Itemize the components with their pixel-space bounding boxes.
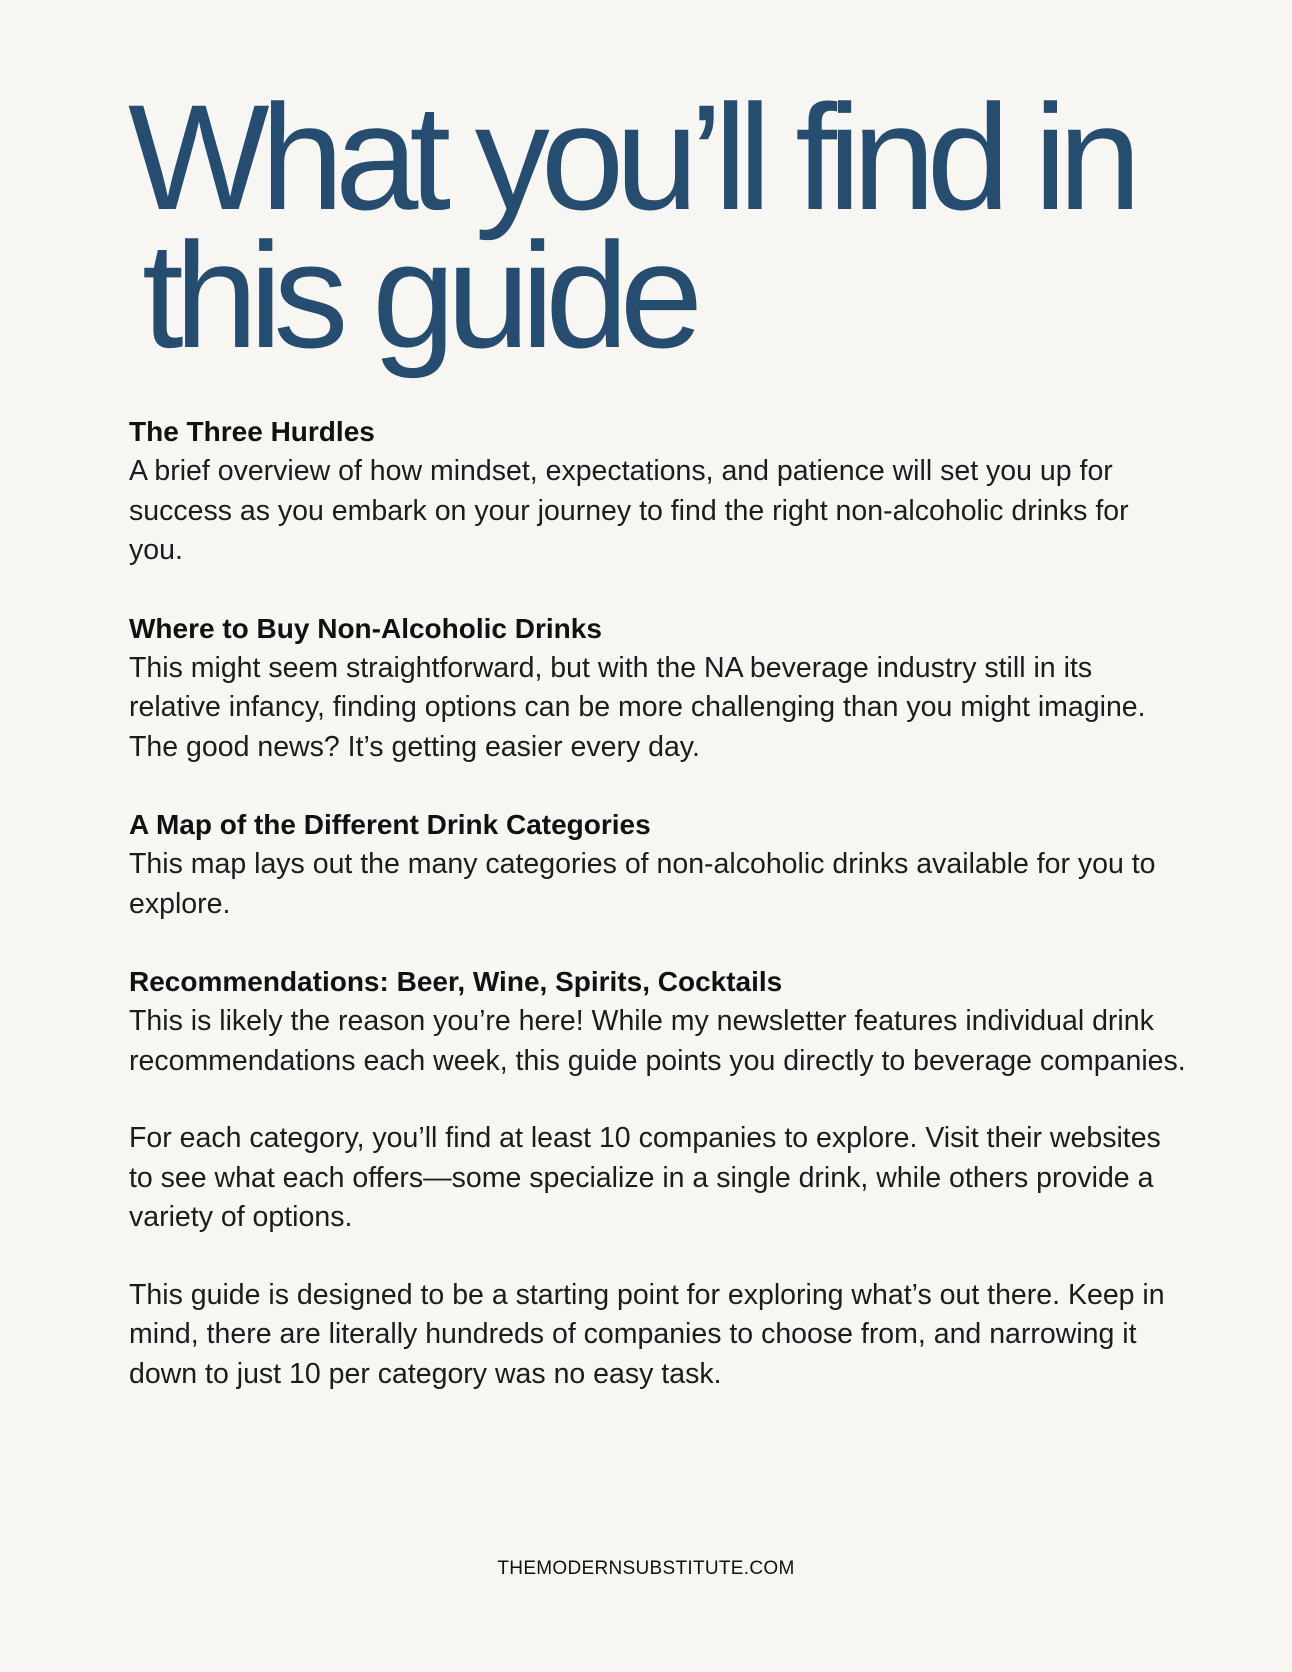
section-heading: The Three Hurdles (129, 416, 375, 447)
section-heading: A Map of the Different Drink Categories (129, 809, 651, 840)
section-body: This might seem straightforward, but with the NA beverage industry still in its relative infancy, finding options can be more challenging than you might imagine. The good news? It’s getting easier every day. (129, 651, 1146, 763)
section-heading: Recommendations: Beer, Wine, Spirits, Cocktails (129, 966, 783, 997)
section-body: This map lays out the many categories of non-alcoholic drinks available for you to explore. (129, 848, 1156, 920)
section-where-to-buy (129, 609, 1189, 768)
guide-contents (129, 412, 1189, 1432)
section-body: A brief overview of how mindset, expectations, and patience will set you up for success as you embark on your journey to find the right non-alcoholic drinks for you. (129, 455, 1129, 566)
page-title-line-1: What you’ll find in (128, 73, 1133, 241)
section-recommendations (129, 962, 1189, 1081)
page-title-line-2: this guide (142, 211, 695, 379)
section-drink-categories-map (129, 805, 1189, 924)
section-heading: Where to Buy Non-Alcoholic Drinks (129, 612, 602, 644)
page-title (128, 73, 1188, 379)
paragraph-starting-point: This guide is designed to be a starting point for exploring what’s out there. Keep in mind, there are literally hundreds of companies to choose from, and narrowing it down to just 10 per category was no easy task. (129, 1278, 1165, 1390)
paragraph-categories-info: For each category, you’ll find at least 10 companies to explore. Visit their websites to see what each offers—some specialize in a single drink, while others provide a variety of options. (129, 1122, 1161, 1233)
footer-website: THEMODERNSUBSTITUTE.COM (497, 1558, 795, 1579)
section-body: This is likely the reason you’re here! While my newsletter features individual drink recommendations each week, this guide points you directly to beverage companies. (129, 1005, 1186, 1077)
section-three-hurdles (129, 412, 1189, 571)
